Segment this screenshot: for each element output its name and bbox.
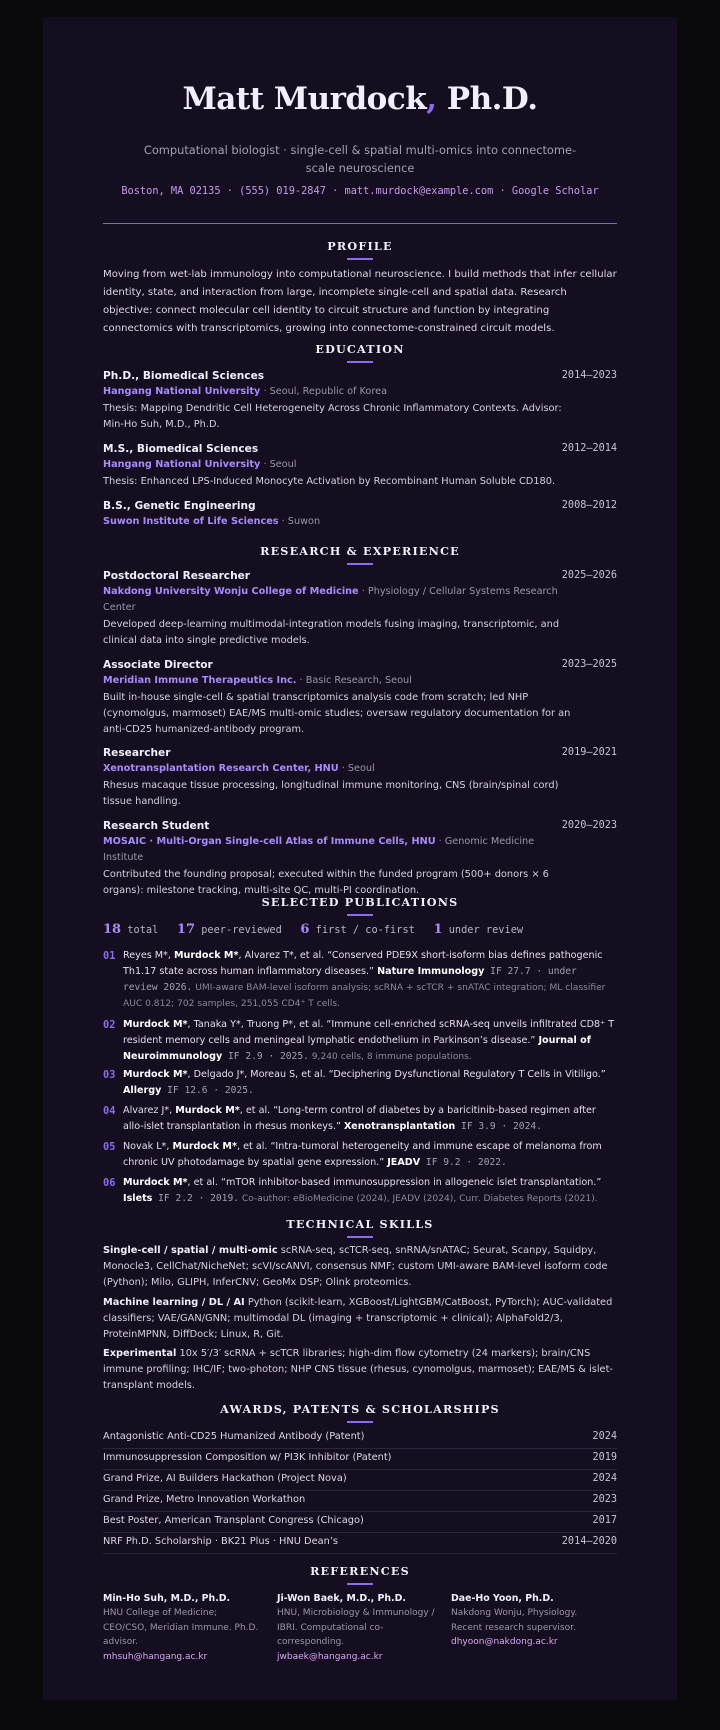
candidate-name: Matt Murdock, Ph.D. [182, 81, 538, 117]
reference-email[interactable]: mhsuh@hangang.ac.kr [103, 1651, 208, 1662]
award-label: Immunosuppression Composition w/ PI3K Inhibitor (Patent) [103, 1452, 392, 1463]
reference-name: Ji-Won Baek, M.D., Ph.D. [277, 1593, 406, 1604]
award-row [103, 1449, 617, 1470]
skill-group: Experimental 10x 5′/3′ scRNA + scTCR libraries; high-dim flow cytometry (24 markers); brain/CNS immune profiling; IHC/IF; two-photon; NHP CNS tissue (rhesus, cynomolgus, marmoset); EAE/MS & islet-transplant models. [103, 1348, 613, 1391]
reference-affiliation: Nakdong Wonju, Physiology. Recent research supervisor. [451, 1608, 578, 1633]
experience-entry [103, 568, 617, 649]
role-title: Researcher [103, 747, 171, 759]
reference-card [451, 1591, 611, 1650]
organization: Xenotransplantation Research Center, HNU · Seoul [103, 763, 375, 774]
award-label: Grand Prize, Metro Innovation Workathon [103, 1494, 306, 1505]
experience-entry [103, 745, 617, 810]
publication-citation: Murdock M*, Delgado J*, Moreau S, et al. “Deciphering Dysfunctional Regulatory T Cells in Vitiligo.” Allergy IF 12.6 · 2025. [123, 1069, 606, 1096]
reference-name: Min-Ho Suh, M.D., Ph.D. [103, 1593, 231, 1604]
header-divider [103, 223, 617, 224]
date-range: 2023–2025 [561, 659, 617, 670]
education-entry [103, 368, 617, 433]
reference-card [103, 1591, 263, 1664]
profile-text: Moving from wet-lab immunology into computational neuroscience. I build methods that infer cellular identity, state, and interaction from large, incomplete single-cell and spatial data. Research objective: connect molecular cell identity to circuit structure and function by integrating connectomics with transcriptomics, growing into connectome-constrained circuit models. [103, 269, 617, 334]
award-label: Grand Prize, AI Builders Hackathon (Project Nova) [103, 1473, 347, 1484]
institution: Hangang National University · Seoul, Republic of Korea [103, 386, 388, 397]
resume-page [43, 17, 677, 1700]
thesis: Thesis: Enhanced LPS-Induced Monocyte Activation by Recombinant Human Soluble CD180. [103, 476, 556, 487]
award-row [103, 1533, 617, 1554]
degree-title: B.S., Genetic Engineering [103, 500, 256, 512]
institution: Suwon Institute of Life Sciences · Suwon [103, 516, 321, 527]
award-year: 2019 [592, 1452, 617, 1463]
section-title-experience: RESEARCH & EXPERIENCE [103, 544, 617, 565]
degree-title: Ph.D., Biomedical Sciences [103, 370, 265, 382]
award-label: NRF Ph.D. Scholarship · BK21 Plus · HNU Dean’s [103, 1536, 339, 1547]
organization: Meridian Immune Therapeutics Inc. · Basic Research, Seoul [103, 675, 412, 686]
thesis: Thesis: Mapping Dendritic Cell Heterogeneity Across Chronic Inflammatory Contexts. Advisor: Min-Ho Suh, M.D., Ph.D. [103, 403, 562, 430]
date-range: 2014–2023 [561, 370, 617, 381]
award-row [103, 1491, 617, 1512]
section-title-education: EDUCATION [103, 342, 617, 363]
award-year: 2017 [592, 1515, 617, 1526]
section-title-awards: AWARDS, PATENTS & SCHOLARSHIPS [103, 1402, 617, 1423]
reference-name: Dae-Ho Yoon, Ph.D. [451, 1593, 554, 1604]
publication-stats: 18 total 17 peer-reviewed 6 first / co-first 1 under review [103, 922, 524, 937]
date-range: 2012–2014 [561, 443, 617, 454]
reference-card [277, 1591, 437, 1664]
publication-number: 02 [103, 1019, 116, 1031]
publication-citation: Reyes M*, Murdock M*, Alvarez T*, et al. “Conserved PDE9X short-isoform bias defines pathogenic Th1.17 state across human inflammatory diseases.” Nature Immunology IF 27.7 · under review 2026. UMI-aware BAM-level isoform analysis; scRNA + scTCR + snATAC integration; ML classifier AUC 0.812; 702 samples, 251,055 CD4⁺ T cells. [123, 950, 606, 1009]
publication-number: 01 [103, 950, 116, 962]
education-entry [103, 498, 617, 530]
publication-number: 06 [103, 1177, 116, 1189]
role-description: Developed deep-learning multimodal-integration models fusing imaging, transcriptomic, and clinical data into single predictive models. [103, 619, 560, 646]
award-row [103, 1428, 617, 1449]
award-year: 2024 [592, 1431, 617, 1442]
section-title-publications: SELECTED PUBLICATIONS [103, 895, 617, 916]
award-label: Best Poster, American Transplant Congress (Chicago) [103, 1515, 364, 1526]
date-range: 2020–2023 [561, 820, 617, 831]
section-title-references: REFERENCES [103, 1564, 617, 1585]
award-row [103, 1512, 617, 1533]
publication-citation: Alvarez J*, Murdock M*, et al. “Long-term control of diabetes by a baricitinib-based regimen after allo-islet transplantation in rhesus monkeys.” Xenotransplantation IF 3.9 · 2024. [123, 1105, 596, 1132]
degree-title: M.S., Biomedical Sciences [103, 443, 259, 455]
experience-entry [103, 657, 617, 738]
role-description: Contributed the founding proposal; executed within the funded program (500+ donors × 6 organs): milestone tracking, multi-site QC, multi-PI coordination. [103, 869, 549, 896]
skill-group: Machine learning / DL / AI Python (scikit-learn, XGBoost/LightGBM/CatBoost, PyTorch); AUC-validated classifiers; VAE/GAN/GNN; multimodal DL (imaging + transcriptomic + clinical); AlphaFold2/3, ProteinMPNN, DiffDock; Linux, R, Git. [103, 1297, 613, 1340]
reference-affiliation: HNU College of Medicine; CEO/CSO, Meridian Immune. Ph.D. advisor. [103, 1608, 259, 1647]
award-year: 2023 [592, 1494, 617, 1505]
tagline: Computational biologist · single-cell & spatial multi-omics into connectome-scale neuroscience [143, 143, 577, 175]
award-row [103, 1470, 617, 1491]
contact-line[interactable]: Boston, MA 02135 · (555) 019-2847 · matt.murdock@example.com · Google Scholar [121, 185, 599, 197]
publication-number: 05 [103, 1141, 116, 1153]
education-entry [103, 441, 617, 490]
role-description: Built in-house single-cell & spatial transcriptomics analysis code from scratch; led NHP (cynomolgus, marmoset) EAE/MS multi-omic studies; oversaw regulatory documentation for an anti-CD25 humanized-antibody program. [103, 692, 571, 735]
publication-citation: Novak L*, Murdock M*, et al. “Intra-tumoral heterogeneity and immune escape of melanoma from chronic UV photodamage by spatial gene expression.” JEADV IF 9.2 · 2022. [123, 1141, 602, 1168]
award-year: 2024 [592, 1473, 617, 1484]
reference-email[interactable]: dhyoon@nakdong.ac.kr [451, 1637, 558, 1647]
skill-group: Single-cell / spatial / multi-omic scRNA-seq, scTCR-seq, snRNA/snATAC; Seurat, Scanpy, Squidpy, Monocle3, CellChat/NicheNet; scVI/scANVI, consensus NMF; custom UMI-aware BAM-level isoform code (Python); Milo, GLIPH, InferCNV; GeoMx DSP; Olink proteomics. [103, 1245, 608, 1288]
publication-citation: Murdock M*, Tanaka Y*, Truong P*, et al. “Immune cell-enriched scRNA-seq unveils infiltrated CD8⁺ T resident memory cells and meningeal lymphatic endothelium in Parkinson’s disease.” Journal of Neuroimmunology IF 2.9 · 2025. 9,240 cells, 8 immune populations. [123, 1019, 615, 1062]
section-title-skills: TECHNICAL SKILLS [103, 1217, 617, 1238]
role-title: Associate Director [103, 659, 213, 671]
organization: MOSAIC · Multi-Organ Single-cell Atlas of Immune Cells, HNU · Genomic Medicine Institute [103, 836, 535, 863]
date-range: 2008–2012 [561, 500, 617, 511]
organization: Nakdong University Wonju College of Medicine · Physiology / Cellular Systems Research Center [103, 586, 558, 613]
reference-email[interactable]: jwbaek@hangang.ac.kr [277, 1651, 383, 1662]
date-range: 2025–2026 [561, 570, 617, 581]
role-title: Postdoctoral Researcher [103, 570, 251, 582]
award-year: 2014–2020 [561, 1536, 617, 1547]
publication-number: 04 [103, 1105, 116, 1117]
role-description: Rhesus macaque tissue processing, longitudinal immune monitoring, CNS (brain/spinal cord) tissue handling. [103, 780, 559, 807]
award-label: Antagonistic Anti-CD25 Humanized Antibody (Patent) [103, 1431, 365, 1442]
date-range: 2019–2021 [561, 747, 617, 758]
section-title-profile: PROFILE [103, 239, 617, 260]
publication-citation: Murdock M*, et al. “mTOR inhibitor-based immunosuppression in allogeneic islet transplantation.” Islets IF 2.2 · 2019. Co-author: eBioMedicine (2024), JEADV (2024), Curr. Diabetes Reports (2021). [123, 1177, 602, 1204]
publication-number: 03 [103, 1069, 116, 1081]
institution: Hangang National University · Seoul [103, 459, 297, 470]
role-title: Research Student [103, 820, 210, 832]
reference-affiliation: HNU, Microbiology & Immunology / IBRI. Computational co-corresponding. [277, 1608, 435, 1647]
experience-entry [103, 818, 617, 899]
